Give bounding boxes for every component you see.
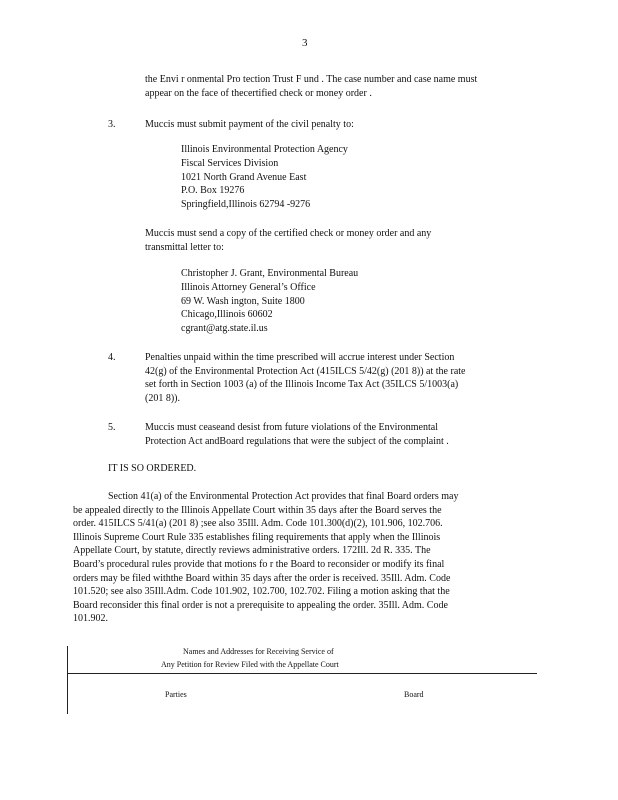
intro-paragraph [145,73,528,100]
text-line: Illinois Supreme Court Rule 335 establishes filing requirements that apply when the Illinois [73,531,441,543]
copy-address [181,267,358,336]
text-line: orders may be filed withthe Board within 35 days after the order is received. 35Ill. Adm. Code [73,572,451,584]
text-line: Board reconsider this final order is not a prerequisite to appealing the order. 35Ill. Adm. Code [73,599,448,611]
text-line: Muccis must ceaseand desist from future violations of the Environmental [145,422,438,433]
address-line: 1021 North Grand Avenue East [181,171,307,183]
address-line: Illinois Environmental Protection Agency [181,144,348,155]
address-line: Christopher J. Grant, Environmental Bureau [181,268,359,279]
service-table [67,646,537,714]
table-col-parties: Parties [165,690,187,699]
text-line: (201 8)). [145,392,180,404]
item-number: 5. [108,422,116,433]
text-line: 101.520; see also 35Ill.Adm. Code 101.902, 102.700, 102.702. Filing a motion asking that the [73,586,450,598]
text-line: Section 41(a) of the Environmental Protection Act provides that final Board orders may [108,491,459,502]
text-line: order. 415ILCS 5/41(a) (201 8) ;see also 35Ill. Adm. Code 101.300(d)(2), 101.906, 102.706. [73,518,443,530]
item-text [145,421,449,448]
page-number: 3 [302,37,308,49]
text-line: Penalties unpaid within the time prescribed will accrue interest under Section [145,352,455,363]
appeal-paragraph [73,490,458,626]
text-line: Appellate Court, by statute, directly reviews administrative orders. 172Ill. 2d R. 335. The [73,545,431,557]
address-line: Chicago,Illinois 60602 [181,309,273,321]
text-line: appear on the face of thecertified check or money order . [145,87,372,99]
text-line: transmittal letter to: [145,241,224,253]
address-line: Fiscal Services Division [181,157,279,169]
text-line: set forth in Section 1003 (a) of the Illinois Income Tax Act (35ILCS 5/1003(a) [145,379,459,391]
text-line: Board’s procedural rules provide that motions fo r the Board to reconsider or modify its final [73,558,445,570]
text-line: Protection Act andBoard regulations that were the subject of the complaint . [145,435,449,447]
text-line: 42(g) of the Environmental Protection Act (415ILCS 5/42(g) (201 8)) at the rate [145,365,466,377]
address-line: Springfield,Illinois 62794 -9276 [181,199,311,211]
email-line: cgrant@atg.state.il.us [181,323,268,335]
copy-paragraph [145,227,431,254]
table-divider [67,673,537,674]
text-line: be appealed directly to the Illinois Appellate Court within 35 days after the Board serves the [73,504,442,516]
text-line: 101.902. [73,613,108,625]
item-number: 3. [108,119,116,130]
table-header-line: Any Petition for Review Filed with the Appellate Court [161,660,339,669]
item-text: Muccis must submit payment of the civil penalty to: [145,119,354,130]
table-col-board: Board [404,690,424,699]
ordered-heading: IT IS SO ORDERED. [108,463,197,474]
item-text [145,351,465,405]
text-line: the Envi r onmental Pro tection Trust F und . The case number and case name must [145,74,478,85]
text-line: Muccis must send a copy of the certified check or money order and any [145,228,432,239]
address-line: P.O. Box 19276 [181,185,245,197]
address-line: Illinois Attorney General’s Office [181,281,316,293]
item-number: 4. [108,352,116,363]
payment-address [181,143,348,212]
table-left-border [67,646,68,714]
address-line: 69 W. Wash ington, Suite 1800 [181,295,305,307]
table-header-line: Names and Addresses for Receiving Service of [183,647,334,656]
